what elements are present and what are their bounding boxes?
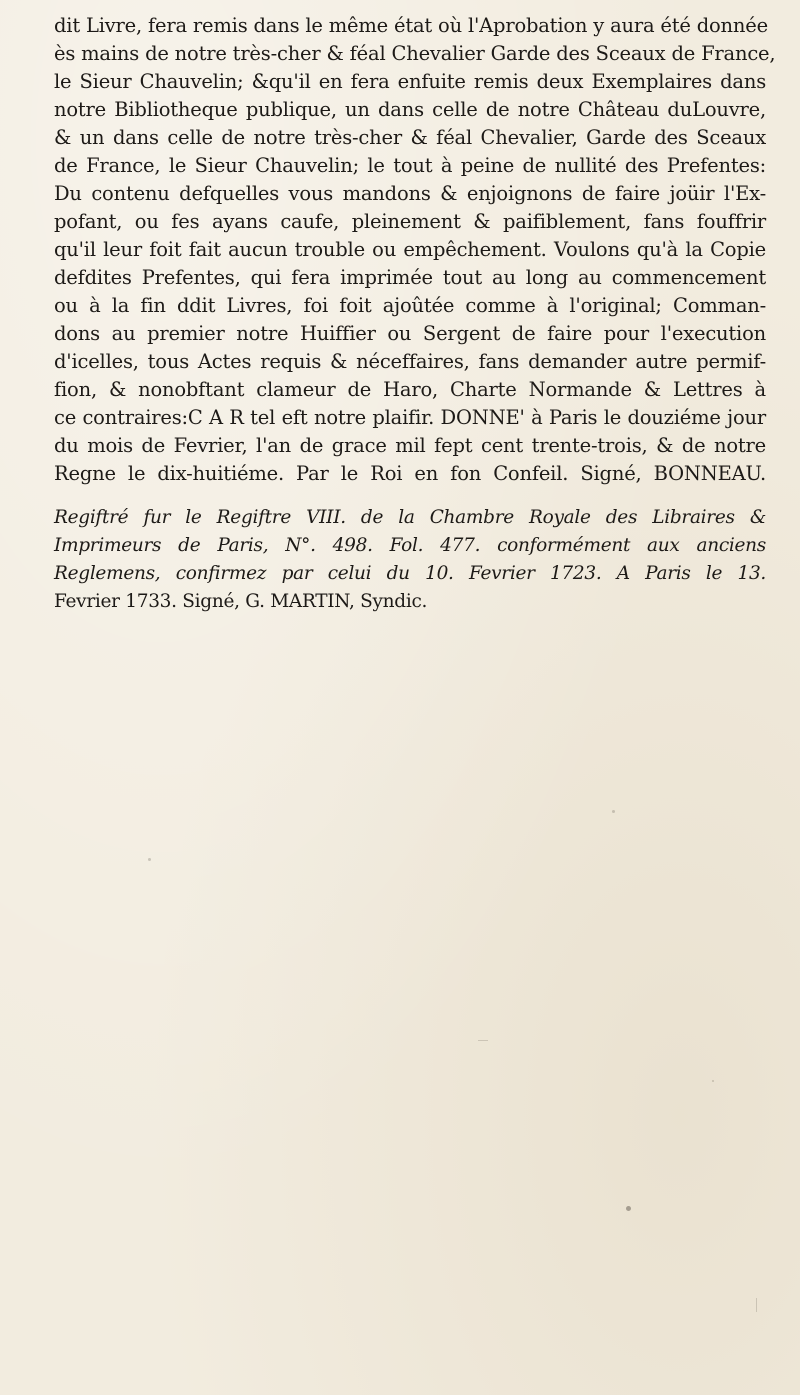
paper-speck [612,810,615,813]
registration-text: Regiftré fur le Regiftre VIII. de la Chambre Royale des Libraires & [54,507,766,528]
paper-mark [756,1298,757,1312]
text-line: defdites Prefentes, qui fera imprimée tout au long au commencement [54,266,766,289]
text-line: ou à la fin ddit Livres, foi foit ajoûtée comme à l'original; Comman- [54,294,766,317]
text-line: d'icelles, tous Actes requis & néceffaires, fans demander autre permif- [54,350,766,373]
paper-speck [712,1080,714,1082]
text-line: notre Bibliotheque publique, un dans celle de notre Château duLouvre, [54,98,766,121]
text-line: Du contenu defquelles vous mandons & enjoignons de faire joüir l'Ex- [54,182,766,205]
registration-line [54,532,766,560]
paper-mark [478,1040,488,1041]
text-line: le Sieur Chauvelin; &qu'il en fera enfuite remis deux Exemplaires dans [54,70,766,93]
text-line: fion, & nonobftant clameur de Haro, Charte Normande & Lettres à [54,378,766,401]
text-line: qu'il leur foit fait aucun trouble ou empêchement. Voulons qu'à la Copie [54,238,766,261]
text-line: ce contraires:C A R tel eft notre plaifir. DONNE' à Paris le douziéme jour [54,406,766,429]
text-line: du mois de Fevrier, l'an de grace mil fept cent trente-trois, & de notre [54,434,766,457]
registration-text: Fevrier 1733. Signé, G. MARTIN, Syndic. [54,591,428,612]
paper-speck [148,858,151,861]
text-line: & un dans celle de notre très-cher & féal Chevalier, Garde des Sceaux [54,126,766,149]
text-line: dit Livre, fera remis dans le même état où l'Aprobation y aura été donnée [54,14,768,37]
text-line: Regne le dix-huitiéme. Par le Roi en fon Confeil. Signé, BONNEAU. [54,462,766,485]
registration-text: Reglemens, confirmez par celui du 10. Fevrier 1723. A Paris le 13. [54,563,766,584]
text-line: dons au premier notre Huiffier ou Sergent de faire pour l'execution [54,322,766,345]
registration-line [54,588,766,616]
registration-line [54,504,766,532]
text-line: de France, le Sieur Chauvelin; le tout à peine de nullité des Prefentes: [54,154,766,177]
text-line: ès mains de notre très-cher & féal Chevalier Garde des Sceaux de France, [54,42,776,65]
text-line: pofant, ou fes ayans caufe, pleinement & paifiblement, fans fouffrir [54,210,766,233]
privilege-text-block [54,12,776,616]
registration-line [54,560,766,588]
registration-text: Imprimeurs de Paris, N°. 498. Fol. 477. conformément aux anciens [54,535,766,556]
paper-speck [626,1206,631,1211]
